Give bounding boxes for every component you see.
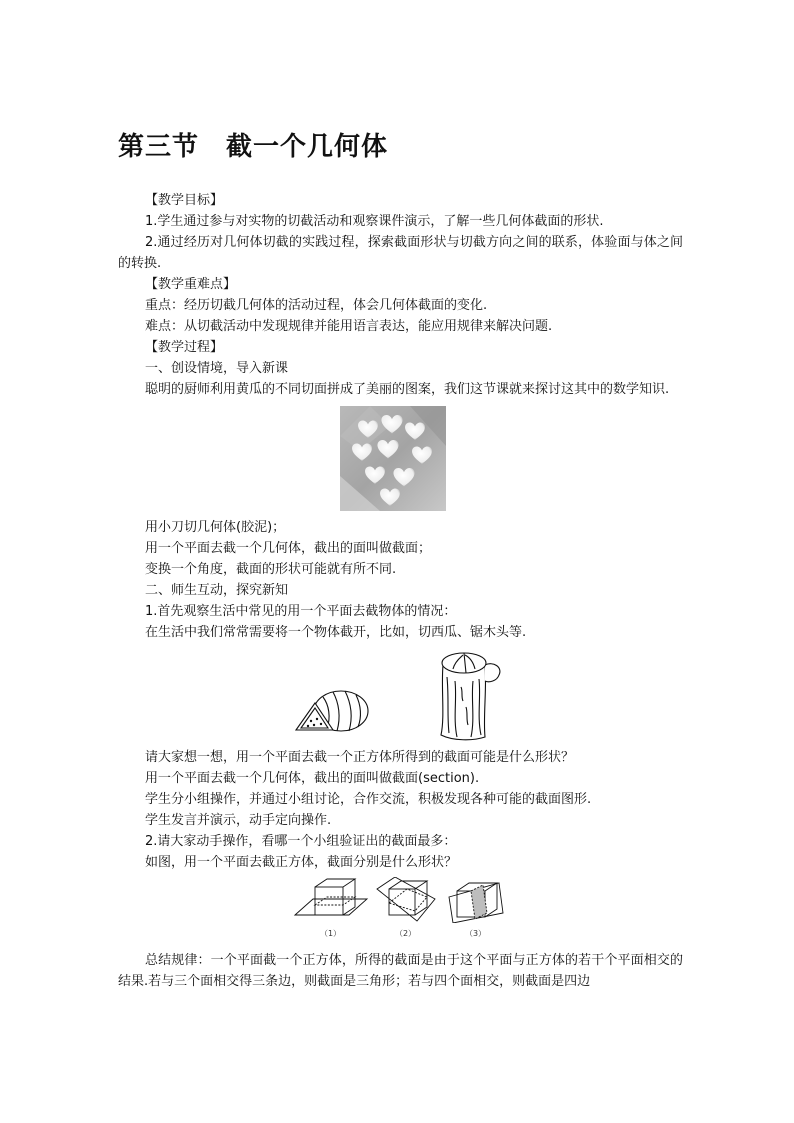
cube-plane-oblique-icon: [373, 877, 439, 923]
cube-figure-2: [373, 877, 439, 944]
part1-text: 聪明的厨师利用黄瓜的不同切面拼成了美丽的图案，我们这节课就来探讨这其中的数学知识.: [145, 382, 670, 397]
step1: 1.首先观察生活中常见的用一个平面去截物体的情况：: [145, 604, 457, 619]
line-a: 用小刀切几何体(胶泥)；: [145, 520, 286, 535]
keypoint: 重点：经历切截几何体的活动过程，体会几何体截面的变化.: [145, 298, 488, 313]
objective-1: 1.学生通过参与对实物的切截活动和观察课件演示，了解一些几何体截面的形状.: [145, 214, 604, 229]
line-b: 用一个平面去截一个几何体，截出的面叫做截面；: [145, 541, 432, 556]
cucumber-figure: [118, 406, 683, 511]
objectives-heading: 【教学目标】: [145, 193, 224, 208]
line-c: 变换一个角度，截面的形状可能就有所不同.: [145, 562, 397, 577]
cube-section-diagram: [118, 877, 683, 944]
step2: 2.请大家动手操作，看哪一个小组验证出的截面最多：: [145, 834, 457, 849]
present: 学生发言并演示，动手定向操作.: [145, 813, 332, 828]
summary: 总结规律：一个平面截一个正方体，所得的截面是由于这个平面与正方体的若干个平面相交的结果.若与三个面相交得三条边，则截面是三角形；若与四个面相交，则截面是四边: [118, 953, 683, 989]
cube-plane-horizontal-icon: [293, 877, 369, 923]
objective-2: 2.通过经历对几何体切截的实践过程，探索截面形状与切截方向之间的联系，体验面与体之间的转换.: [118, 235, 683, 271]
caption-1: （1）: [319, 929, 342, 938]
cube-figure-3: [443, 877, 509, 944]
definition: 用一个平面去截一个几何体，截出的面叫做截面(section).: [145, 771, 480, 786]
difficulty: 难点：从切截活动中发现规律并能用语言表达，能应用规律来解决问题.: [145, 319, 553, 334]
group-work: 学生分小组操作，并通过小组讨论，合作交流，积极发现各种可能的截面图形.: [145, 792, 592, 807]
keypoints-heading: 【教学重难点】: [145, 277, 237, 292]
step1-text: 在生活中我们常常需要将一个物体截开，比如，切西瓜、锯木头等.: [145, 625, 527, 640]
heart-cucumber-photo: [340, 406, 446, 511]
document-body: [118, 190, 683, 992]
q1: 请大家想一想，用一个平面去截一个正方体所得到的截面可能是什么形状？: [145, 750, 575, 765]
part2-heading: 二、师生互动，探究新知: [145, 583, 289, 598]
process-heading: 【教学过程】: [145, 340, 224, 355]
caption-3: （3）: [464, 929, 487, 938]
wood-log-icon: [433, 647, 509, 743]
caption-2: （2）: [394, 929, 417, 938]
q2: 如图，用一个平面去截正方体，截面分别是什么形状？: [145, 855, 458, 870]
watermelon-icon: [293, 683, 373, 743]
cube-figure-1: [293, 877, 369, 944]
cube-plane-vertical-icon: [443, 877, 509, 923]
page-title: 第三节 截一个几何体: [118, 132, 389, 162]
everyday-cutting-figures: [118, 643, 683, 743]
part1-heading: 一、创设情境，导入新课: [145, 361, 289, 376]
